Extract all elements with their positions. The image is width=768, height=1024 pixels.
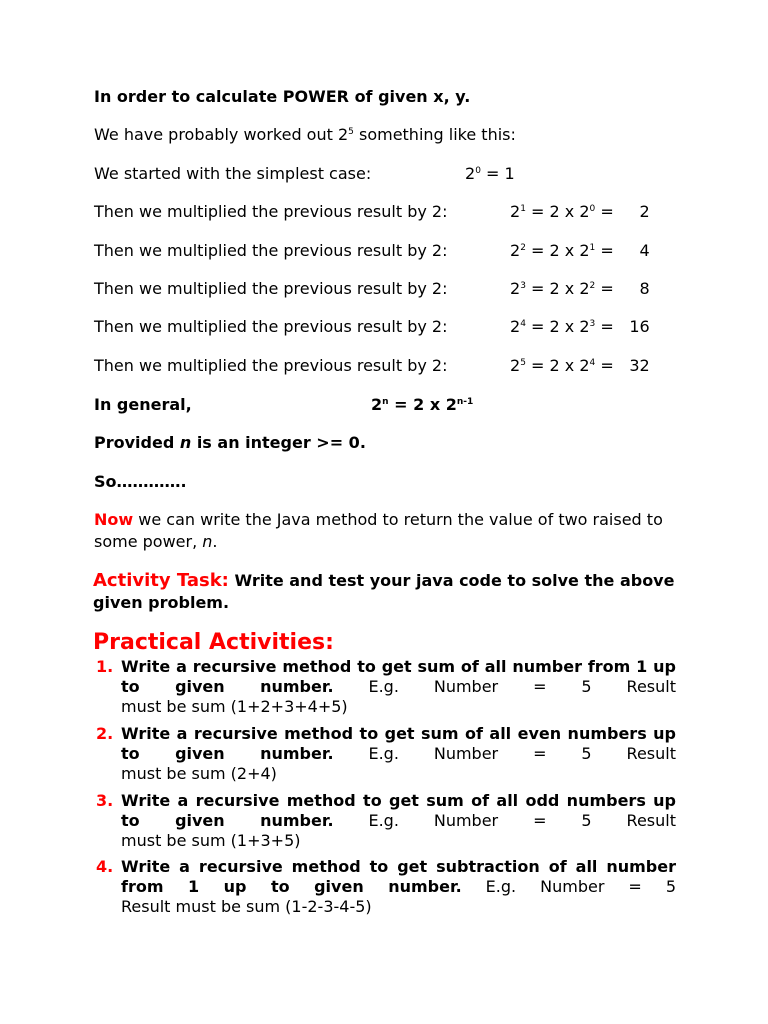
step-prev-exponent: 0 [589,204,596,214]
activity-task-text: Write and test your java code to solve the above given problem. [93,571,675,612]
practical-item-number: 1. [96,657,114,676]
provided-variable: n [179,433,192,452]
general-rhs-exponent: n-1 [456,397,474,407]
practical-item-example: E.g. Number = 5 [461,877,677,896]
step-prev-exponent: 2 [589,281,596,291]
step-equals-2: = [595,202,614,221]
step-result: 4 [639,241,650,260]
practical-item-text [121,857,676,917]
step-equals: = 2 x 2 [525,279,590,298]
worked-exponent: 5 [348,127,354,137]
step-equals-2: = [595,279,614,298]
simplest-rhs: = 1 [480,164,515,183]
practical-item-bold: Write a recursive method to get sum of all odd numbers up to given number. [121,791,676,830]
provided-before: Provided [94,433,180,452]
step-equals: = 2 x 2 [525,202,590,221]
practical-item-bold: Write a recursive method to get subtraction of all number from 1 up to given number. [121,857,676,896]
step-equals: = 2 x 2 [525,317,590,336]
step-result: 32 [629,356,650,375]
step-result: 2 [639,202,650,221]
practical-item-result: must be sum (1+2+3+4+5) [121,697,348,716]
step-base: 2 [510,356,521,375]
step-prev-exponent: 3 [589,319,596,329]
step-result: 16 [629,317,650,336]
practical-item-example: E.g. Number = 5 Result [333,744,676,763]
step-formula [510,279,650,299]
step-label: Then we multiplied the previous result by 2: [94,279,448,298]
step-line [94,317,676,337]
practical-item-result: Result must be sum (1-2-3-4-5) [121,897,372,916]
step-exponent: 1 [520,204,526,214]
practical-item-text [121,657,676,717]
step-exponent: 4 [520,319,526,329]
practical-item-result: must be sum (2+4) [121,764,277,783]
practical-item-result: must be sum (1+3+5) [121,831,301,850]
practical-item-number: 3. [96,791,114,810]
practical-item-bold: Write a recursive method to get sum of all even numbers up to given number. [121,724,676,763]
practical-item-example: E.g. Number = 5 Result [333,677,676,696]
step-base: 2 [510,317,521,336]
worked-prefix: We have probably worked out 2 [94,125,349,144]
practical-item-bold: Write a recursive method to get sum of all number from 1 up to given number. [121,657,676,696]
general-formula [371,395,473,415]
practical-item [96,857,676,917]
step-formula [510,356,650,376]
activity-task-label: Activity Task: [93,570,229,591]
practical-item-text [121,791,676,851]
now-text: we can write the Java method to return the value of two raised to some power, [94,510,663,551]
now-variable: n [202,532,213,551]
step-formula [510,202,650,222]
step-line [94,279,676,299]
step-exponent: 3 [520,281,526,291]
worked-line [94,125,516,145]
step-prev-exponent: 1 [589,243,596,253]
provided-after: is an integer >= 0. [191,433,366,452]
simplest-case-formula [465,164,515,184]
general-label: In general, [94,395,192,414]
step-equals: = 2 x 2 [525,241,590,260]
so-line: So…………. [94,472,187,491]
practical-item [96,657,676,717]
intro-title: In order to calculate POWER of given x, y. [94,87,471,106]
general-line [94,395,676,415]
provided-line [94,433,366,453]
practical-item-number: 4. [96,857,114,876]
step-base: 2 [510,202,521,221]
activity-task [93,570,675,614]
practical-item-number: 2. [96,724,114,743]
step-formula [510,317,650,337]
practical-item [96,724,676,784]
step-line [94,356,676,376]
step-label: Then we multiplied the previous result by 2: [94,202,448,221]
practical-heading: Practical Activities: [93,630,334,655]
practical-item-text [121,724,676,784]
simplest-exponent: 0 [475,166,481,176]
step-equals-2: = [595,241,614,260]
simplest-case-label: We started with the simplest case: [94,164,372,183]
general-lhs-base: 2 [371,395,383,414]
practical-item [96,791,676,851]
practical-item-example: E.g. Number = 5 Result [333,811,676,830]
worked-suffix: something like this: [353,125,516,144]
now-end: . [212,532,218,551]
step-label: Then we multiplied the previous result by 2: [94,356,448,375]
step-equals-2: = [595,317,614,336]
simplest-case-line [94,164,676,184]
step-exponent: 2 [520,243,526,253]
now-highlight: Now [94,510,134,529]
general-mid: = 2 x 2 [388,395,457,414]
step-line [94,241,676,261]
step-formula [510,241,650,261]
step-base: 2 [510,241,521,260]
step-label: Then we multiplied the previous result by 2: [94,241,448,260]
step-equals: = 2 x 2 [525,356,590,375]
step-label: Then we multiplied the previous result by 2: [94,317,448,336]
step-line [94,202,676,222]
step-exponent: 5 [520,358,526,368]
simplest-base: 2 [465,164,476,183]
now-paragraph [94,509,676,553]
step-result: 8 [639,279,650,298]
step-base: 2 [510,279,521,298]
step-prev-exponent: 4 [589,358,596,368]
step-equals-2: = [595,356,614,375]
general-lhs-exponent: n [382,397,389,407]
